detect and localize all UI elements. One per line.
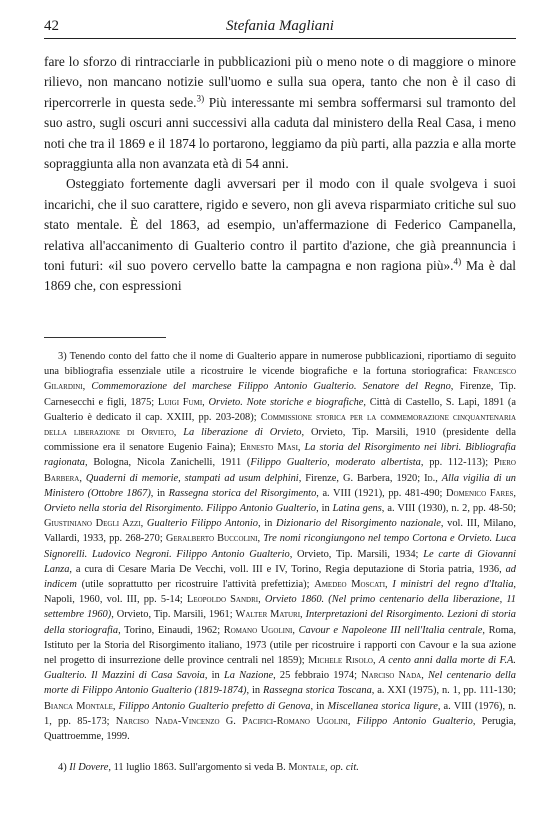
footnote-text-run: Tre nomi ricongiungono nel tempo Cortona e Orvieto. Luca Signorelli. Ludovico Negroni. Filippo Antonio Gualterio xyxy=(44,533,517,560)
paragraph-text: fare lo sforzo di rintracciarle in pubblicazioni più o meno note o di maggiore o minore rilievo, non mancano notizie sull'uomo e sulla sua opera, tanto che non è il caso di ripercorrerle in questa sede. xyxy=(44,54,516,110)
footnote-text-run: Interpretazioni del Risorgimento. Lezioni di storia della storiografia xyxy=(44,609,516,636)
footnote-text-run: , in xyxy=(316,503,333,515)
footnote-text-run: , xyxy=(421,670,428,682)
footnote-text-run: , in xyxy=(150,487,169,499)
footnote-text-run: , Orvieto, Tip. Marsili, 1961; xyxy=(111,609,236,621)
paragraph-text: Ma è dal 1869 che, con espressioni xyxy=(44,258,516,294)
footnote-text-run: Narciso Nada-Vincenzo G. Pacifici-Romano Ugolini xyxy=(115,715,348,727)
footnote-text-run: Commemorazione del marchese Filippo Antonio Gualterio. Senatore del Regno xyxy=(91,381,451,393)
footnote-text-run: , xyxy=(325,762,331,774)
footnote-text-run: , in xyxy=(204,670,224,682)
footnote-rule xyxy=(44,337,166,338)
paragraph xyxy=(44,174,516,296)
footnote-text-run: , 25 febbraio 1974; xyxy=(273,670,362,682)
footnote-text-run: , xyxy=(513,487,516,499)
paragraph-text: Più interessante mi sembra soffermarsi sul tramonto del suo astro, sugli oscuri anni successivi alla caduta dal ministero della Real Casa, i meno noti che tra il 1869 e il 1874 lo portarono, leggiamo da più parti, alla pazzia e alla morte sopraggiunta alla non avanzata età di 54 anni. xyxy=(44,94,516,172)
footnote-text-run: Rassegna storica Toscana xyxy=(263,685,372,697)
footnote-text-run: Filippo Antonio Gualterio xyxy=(356,715,473,727)
footnote-text-run: , vol. III, Milano, Vallardi, 1933, pp. 268-270; xyxy=(44,518,516,545)
footnote-text-run: Gualterio Filippo Antonio xyxy=(146,518,258,530)
footnote-text-run: Le carte di Giovanni Lanza xyxy=(44,548,516,575)
footnote-text-run: , a. XXI (1975), n. 1, pp. 111-130; xyxy=(371,685,516,697)
footnote-text-run: ad indicem xyxy=(44,563,516,591)
footnote-text-run: , in xyxy=(257,518,277,530)
footnote-text-run: Rassegna storica del Risorgimento xyxy=(168,487,317,499)
footnote-text-run: Nel centenario della morte di Filippo Antonio Gualterio (1819-1874) xyxy=(44,670,516,697)
main-text xyxy=(44,52,516,297)
footnote-text-run: Il Dovere xyxy=(69,762,109,774)
footnote-text-run: Geralberto Buccolini xyxy=(165,533,258,545)
footnote-text-run: , in xyxy=(310,700,328,712)
footnote-text-run: , xyxy=(258,594,265,606)
footnote-text-run: , xyxy=(202,396,209,408)
footnote-text-run: , xyxy=(297,442,305,454)
footnote-text-run: , Città di Castello, S. Lapi, 1891 (a Gualterio è dedicato il cap. XXIII, pp. 203-208); xyxy=(44,396,516,423)
footnote-text-run: , a. VIII (1930), n. 2, pp. 48-50; xyxy=(381,503,516,515)
footnote-text-run: , xyxy=(79,472,86,484)
footnote-text-run: , xyxy=(82,381,92,393)
footnote-ref: 3) xyxy=(196,93,205,104)
footnote-text-run: A cento anni dalla morte di F.A. Gualterio. Il Mazzini di Casa Savoia xyxy=(44,655,517,682)
footnote-text-run: , 11 luglio 1863. Sull'argomento si veda B. xyxy=(108,762,289,774)
footnote-text-run: , Orvieto, Tip. Marsili, 1910 (presidente della commissione era il senatore Eugenio Faina); xyxy=(44,427,516,454)
footnotes xyxy=(44,349,516,775)
footnote-text-run: Quaderni di memorie, stampati ad usum delphini xyxy=(85,472,299,484)
footnote-3 xyxy=(44,349,516,744)
footnote-text-run: Orvieto nella storia del Risorgimento. Filippo Antonio Gualterio xyxy=(44,503,317,515)
footnote-4 xyxy=(44,760,516,775)
footnote-text-run: , xyxy=(173,427,184,439)
running-header xyxy=(44,16,516,39)
footnote-text-run: Filippo Antonio Gualterio prefetto di Genova xyxy=(118,700,311,712)
footnote-text-run: La Nazione xyxy=(223,670,274,682)
footnote-text-run: , in xyxy=(246,685,263,697)
footnote-text-run: Cavour e Napoleone III nell'Italia centrale xyxy=(298,624,483,636)
footnote-text-run: Bianca Montale xyxy=(44,700,113,712)
footnote-text-run: Montale xyxy=(288,762,326,774)
footnote-text-run: , a. VIII (1921), pp. 481-490; xyxy=(316,487,446,499)
paragraph xyxy=(44,52,516,174)
footnote-text-run: Francesco Gilardini xyxy=(44,366,516,393)
running-head-author: Stefania Magliani xyxy=(226,18,334,34)
footnote-text-run: , xyxy=(372,655,379,667)
footnote-text-run: , Torino, Einaudi, 1962; xyxy=(118,624,224,636)
footnote-text-run: op. cit. xyxy=(330,762,359,774)
footnote-text-run: Leopoldo Sandri xyxy=(186,594,259,606)
footnote-text-run: I ministri del regno d'Italia xyxy=(392,579,514,591)
footnote-text-run: Dizionario del Risorgimento nazionale xyxy=(276,518,441,530)
footnote-text-run: Amedeo Moscati xyxy=(314,579,386,591)
footnote-text-run: Luigi Fumi xyxy=(157,396,203,408)
footnote-text-run: , Perugia, Quattroemme, 1999. xyxy=(44,715,516,743)
page-number: 42 xyxy=(44,18,59,34)
footnote-text-run: Id. xyxy=(424,472,436,484)
footnote-text-run: Commissione storica per la commemorazione cinquantenaria della liberazione di Orvieto xyxy=(44,411,516,439)
footnote-text-run: , xyxy=(257,533,264,545)
footnote-text-run: , xyxy=(300,609,306,621)
footnote-text-run: Filippo Gualterio, moderato albertista xyxy=(250,457,421,469)
footnote-text-run: Latina gens xyxy=(332,503,382,515)
footnote-text-run: Miscellanea storica ligure xyxy=(327,700,438,712)
footnote-text-run: 4) xyxy=(58,762,70,774)
footnote-text-run: , xyxy=(347,715,357,727)
footnote-text-run: , Napoli, 1960, vol. III, pp. 5-14; xyxy=(44,579,517,606)
footnote-text-run: La storia del Risorgimento nei libri. Bibliografia ragionata xyxy=(44,442,517,469)
paragraph-text: Osteggiato fortemente dagli avversari per il modo con il quale svolgeva i suoi incarichi, che il suo carattere, rigido e severo, non gli aveva risparmiato critiche sul suo stato mentale. È del 1863, ad esempio, un'affermazione di Federico Campanella, relativa all'accanimento di Gualterio contro il partito d'azione, che già preannuncia i toni futuri: «il suo povero cervello batte la campagna e non ragiona più». xyxy=(44,176,516,274)
footnote-text-run: Narciso Nada xyxy=(361,670,422,682)
footnote-text-run: Orvieto 1860. (Nel primo centenario della liberazione, 11 settembre 1960) xyxy=(44,594,516,621)
footnote-ref: 4) xyxy=(453,256,462,267)
footnote-text-run: Romano Ugolini xyxy=(223,624,293,636)
footnote-text-run: Alla vigilia di un Ministero (Ottobre 1867) xyxy=(44,472,516,499)
footnote-text-run: Piero Barbera xyxy=(44,457,516,484)
footnote-text-run: , Firenze, G. Barbera, 1920; xyxy=(298,472,425,484)
footnote-text-run: Ernesto Masi xyxy=(239,442,298,454)
footnote-text-run: 3) Tenendo conto del fatto che il nome di Gualterio appare in numerose pubblicazioni, riportiamo di seguito una bibliografia essenziale utile a ricostruire le vicende biografiche e la fortuna storiografica: xyxy=(44,351,516,378)
footnote-text-run: , Firenze, Tip. Carnesecchi e figli, 1875; xyxy=(44,381,516,408)
footnote-text-run: Domenico Fares xyxy=(445,487,514,499)
footnote-text-run: , a. VIII (1976), n. 1, pp. 85-173; xyxy=(44,700,516,727)
footnote-text-run: Walter Maturi xyxy=(235,609,301,621)
footnote-text-run: Michele Risolo xyxy=(307,655,373,667)
footnote-text-run: , xyxy=(140,518,147,530)
footnote-text-run: (utile soprattutto per ricostruire l'attività prefettizia); xyxy=(76,579,315,591)
footnote-text-run: , a cura di Cesare Maria De Vecchi, voll. III e IV, Torino, Regia deputazione di Storia patria, 1936, xyxy=(69,563,506,575)
footnote-text-run: , xyxy=(292,624,299,636)
footnote-text-run: Orvieto. Note storiche e biografiche xyxy=(208,396,364,408)
footnote-text-run: , Roma, Istituto per la Storia del Risorgimento italiano, 1973 (utile per ricostruire i rapporti con Cavour e la sua azione nel progetto di insurrezione delle province centrali nel 1859); xyxy=(44,624,516,667)
footnote-text-run: , Orvieto, Tip. Marsili, 1934; xyxy=(289,548,424,560)
footnote-text-run: , pp. 112-113); xyxy=(420,457,494,469)
footnote-text-run: , xyxy=(385,579,393,591)
footnote-text-run: , Bologna, Nicola Zanichelli, 1911 ( xyxy=(85,457,251,469)
footnote-text-run: , xyxy=(112,700,119,712)
footnote-text-run: , xyxy=(435,472,442,484)
footnote-text-run: Giustiniano Degli Azzi xyxy=(44,518,141,530)
footnote-text-run: La liberazione di Orvieto xyxy=(183,427,302,439)
